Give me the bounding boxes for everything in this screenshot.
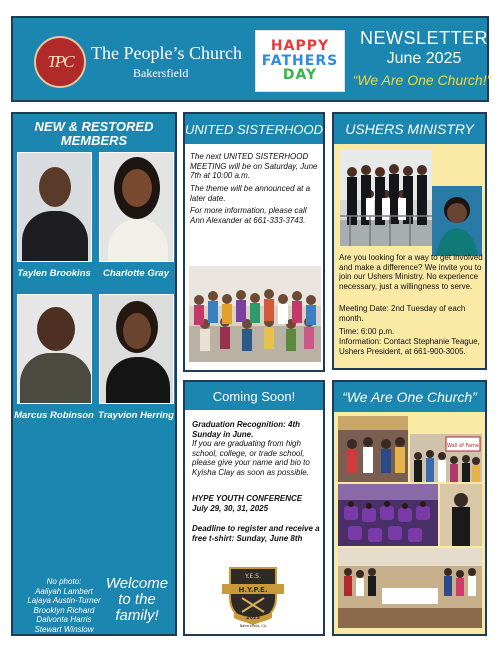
- ushers-invite: Are you looking for a way to get involved and make a difference? We invite you to join our Ushers Ministry. No experience necessary, just a willingness to serve.: [339, 253, 483, 291]
- graduation-heading: Graduation Recognition: 4th Sunday in June.: [192, 420, 300, 439]
- fathers-day-graphic: [255, 30, 345, 92]
- fathers-day-word-1: HAPPY: [270, 37, 330, 54]
- crest-place-text: Bakersfield, CA: [239, 624, 267, 628]
- church-logo: [34, 36, 86, 88]
- new-members-section: [11, 112, 177, 636]
- ushers-time: Time: 6:00 p.m.: [339, 327, 395, 336]
- church-name: The People’s Church: [91, 43, 242, 63]
- member-name: Taylen Brookins: [17, 268, 91, 279]
- church-photo-3: [338, 484, 438, 546]
- crest-mid-text: H.Y.P.E.: [238, 586, 268, 594]
- ushers-title: USHERS MINISTRY: [334, 114, 485, 144]
- coming-soon-section: [183, 380, 325, 636]
- church-photo-4: [440, 484, 482, 546]
- member-name: Marcus Robinson: [14, 410, 94, 421]
- newsletter-date: June 2025: [386, 50, 462, 67]
- member-photo-trayvion: [99, 294, 174, 404]
- member-name: Charlotte Gray: [103, 268, 169, 279]
- no-photo-name: Dalvonta Harris: [36, 615, 92, 624]
- member-photo-marcus: [17, 294, 92, 404]
- logo-monogram: TPC: [47, 52, 73, 71]
- sisterhood-meeting: The next UNITED SISTERHOOD MEETING will be on Saturday, June 7th at 10:00 a.m.: [190, 152, 318, 180]
- ushers-group-photo: [340, 150, 432, 246]
- newsletter-header: [11, 16, 492, 102]
- crest-top-text: Y.E.S.: [245, 573, 261, 580]
- church-photo-5: [338, 548, 482, 628]
- no-photo-name: Brooklyn Richard: [33, 605, 95, 615]
- sisterhood-section: [183, 112, 325, 372]
- sisterhood-contact: For more information, please call Ann Alexander at 661-333-3743.: [190, 206, 307, 225]
- no-photo-name: Lajaya Austin-Turner: [27, 596, 101, 605]
- sisterhood-theme: The theme will be announced at a later date.: [190, 184, 311, 203]
- wall-of-fame-banner: Wall of Fame: [447, 443, 479, 449]
- ushers-meeting-date: Meeting Date: 2nd Tuesday of each month.: [339, 304, 466, 323]
- fathers-day-word-3: DAY: [282, 67, 318, 84]
- graduation-details: If you are graduating from high school, college, or trade school, please give your name and bio to Kyisha Clay as soon as possible.: [192, 439, 310, 477]
- church-photo-2: [410, 434, 482, 482]
- member-name: Trayvion Herring: [98, 410, 174, 421]
- hype-conference-title: HYPE YOUTH CONFERENCE: [192, 494, 303, 503]
- ushers-contact: Information: Contact Stephanie Teague, Ushers President, at 661-900-3005.: [339, 337, 480, 356]
- newsletter-title: NEWSLETTER: [359, 28, 488, 48]
- ushers-section: [332, 112, 487, 370]
- church-city: Bakersfield: [133, 66, 189, 80]
- one-church-title: “We Are One Church”: [334, 382, 485, 412]
- no-photo-list: [23, 577, 105, 634]
- welcome-message: Welcome to the family!: [105, 575, 169, 624]
- hype-crest-logo: [220, 562, 286, 628]
- ushers-president-photo: [432, 186, 482, 256]
- no-photo-name: Aaliyah Lambert: [35, 586, 93, 596]
- hype-conference-dates: July 29, 30, 31, 2025: [192, 504, 269, 513]
- coming-soon-title: Coming Soon!: [185, 382, 323, 410]
- no-photo-label: No photo:: [46, 577, 82, 586]
- sisterhood-group-photo: [189, 266, 321, 362]
- registration-deadline: Deadline to register and receive a free t-shirt: Sunday, June 8th: [192, 524, 320, 543]
- crest-year-text: 2025: [246, 615, 260, 621]
- sisterhood-title: UNITED SISTERHOOD: [185, 114, 323, 144]
- church-photo-1: [338, 416, 408, 482]
- members-title: NEW & RESTORED MEMBERS: [34, 119, 154, 148]
- fathers-day-word-2: FATHERS: [261, 52, 339, 69]
- one-church-section: [332, 380, 487, 636]
- member-photo-charlotte: [99, 152, 174, 262]
- member-photo-taylen: [17, 152, 92, 262]
- newsletter-motto: “We Are One Church!”: [352, 72, 492, 88]
- no-photo-name: Stewart Winslow: [34, 624, 94, 634]
